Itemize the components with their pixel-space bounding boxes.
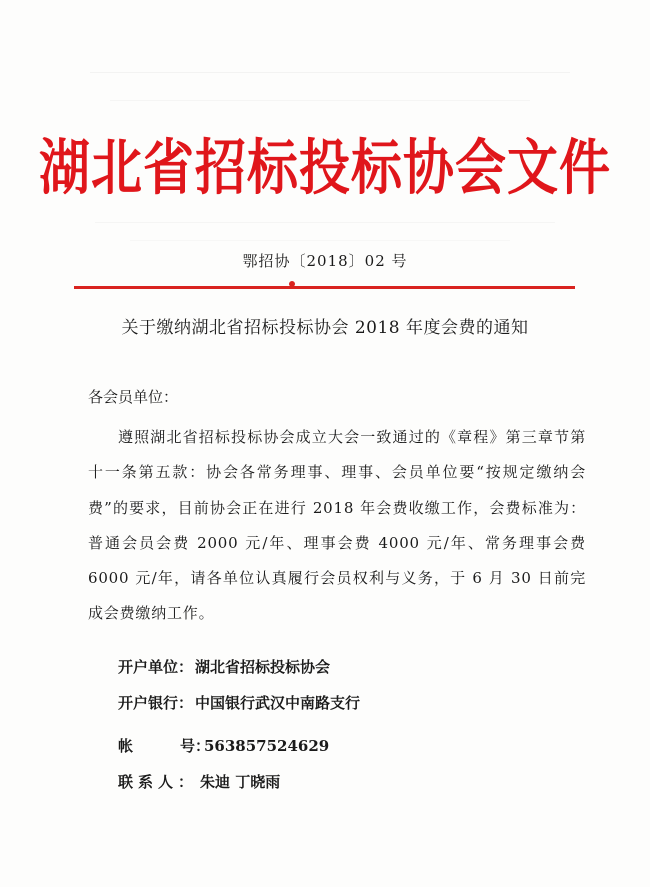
scan-artifact [95,222,555,223]
bank-row [118,693,360,713]
open-unit-value: 湖北省招标投标协会 [195,658,331,676]
notice-title: 关于缴纳湖北省招标投标协会 2018 年度会费的通知 [121,318,529,338]
open-unit-label: 开户单位： [118,658,194,676]
bank-value: 中国银行武汉中南路支行 [195,694,361,712]
document-header-title: 湖北省招标投标协会文件 [38,133,611,204]
scan-artifact [130,240,510,241]
scan-artifact [110,100,530,101]
open-unit-row [118,657,330,677]
document-number: 鄂招协〔2018〕02 号 [242,252,408,270]
account-number-value: 563857524629 [204,737,330,755]
red-divider-rule [74,286,575,289]
account-label-part-2: 号： [180,737,211,755]
contact-label: 联系人： [118,773,199,791]
contact-value: 朱迪 丁晓雨 [200,773,281,791]
account-row [118,736,329,756]
account-label [118,736,211,756]
salutation: 各会员单位： [88,388,179,406]
divider-dot [289,281,295,287]
scan-artifact [90,72,570,73]
notice-body-paragraph: 遵照湖北省招标投标协会成立大会一致通过的《章程》第三章节第十一条第五款：协会各常务理事、理事、会员单位要“按规定缴纳会费”的要求，目前协会正在进行 2018 年会费收缴工作，会费标准为：普通会员会费 2000 元/年、理事会费 4000 元/年、常务理事会费 6000 元/年，请各单位认真履行会员权利与义务，于 6 月 30 日前完成会费缴纳工作。 [88,428,586,623]
bank-label: 开户银行： [118,694,194,712]
account-label-part-1: 帐 [118,737,134,755]
contact-row [118,772,280,792]
